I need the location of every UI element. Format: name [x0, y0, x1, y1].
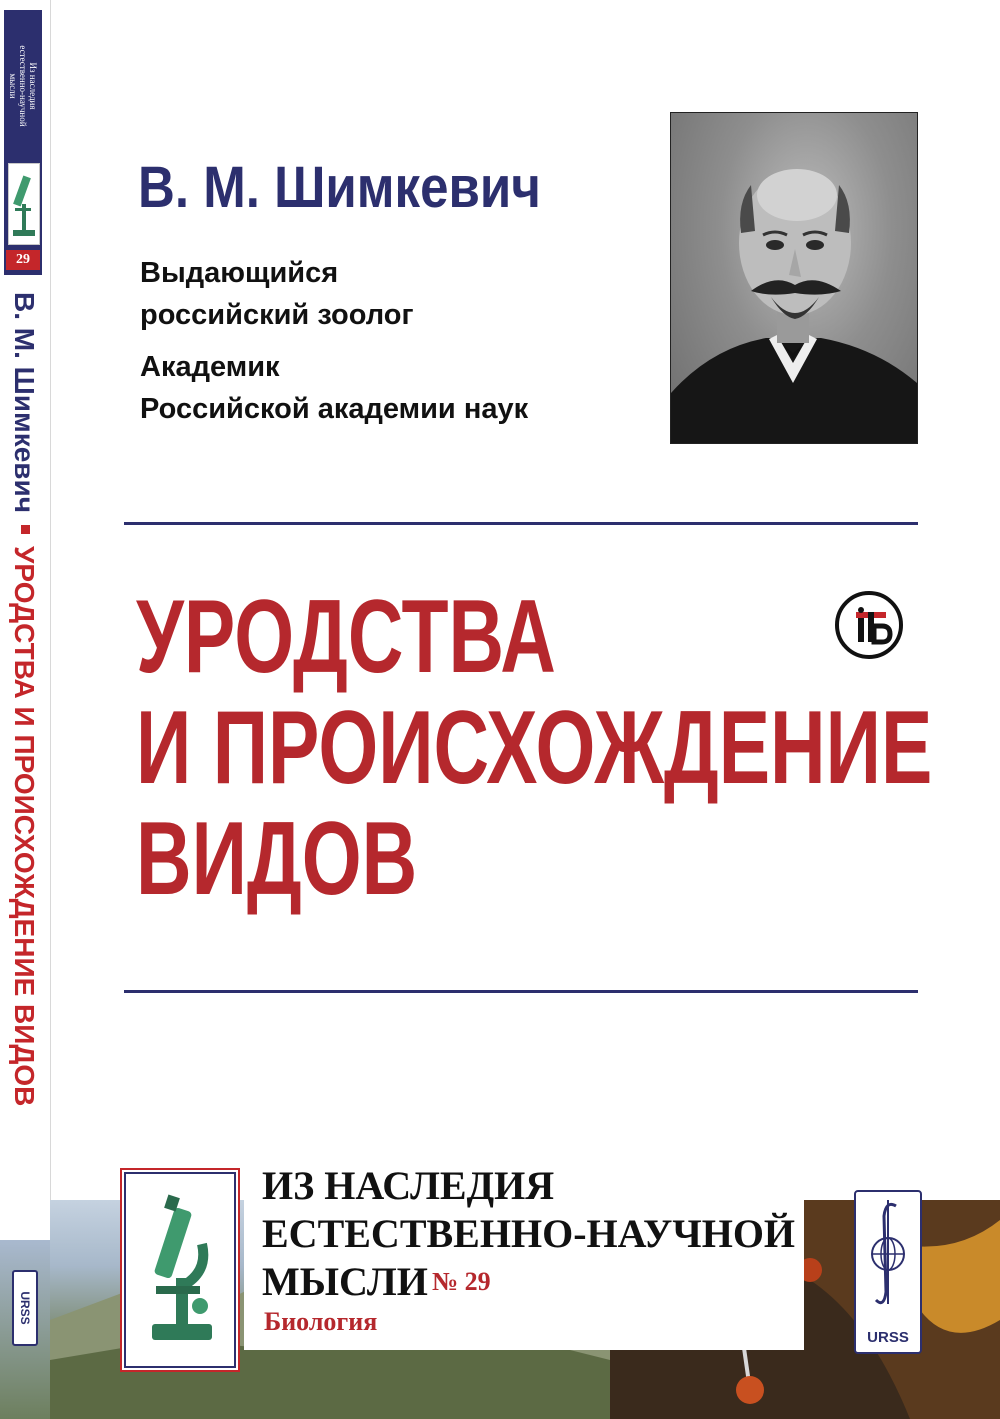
series-title-line-3: МЫСЛИ — [262, 1259, 428, 1304]
spine-publisher-name: URSS — [18, 1291, 32, 1325]
series-number: № 29 — [432, 1267, 491, 1296]
spine-text — [8, 292, 40, 1106]
divider-top — [124, 522, 918, 525]
ib-logo-icon — [834, 590, 904, 660]
author-name: В. М. Шимкевич — [138, 155, 541, 220]
series-title-line-1: ИЗ НАСЛЕДИЯ — [262, 1163, 555, 1208]
portrait-icon — [671, 113, 917, 443]
author-description-1 — [140, 252, 414, 336]
book-title — [136, 579, 933, 917]
author-description-1-line-2: российский зоолог — [140, 299, 414, 331]
urss-publisher-logo — [854, 1190, 922, 1354]
spine-series-line-2: естественно-научной — [18, 45, 28, 127]
spine-series-label — [4, 16, 42, 156]
author-description-1-line-1: Выдающийся — [140, 257, 339, 289]
author-portrait — [670, 112, 918, 444]
microscope-icon — [124, 1172, 236, 1368]
divider-bottom — [124, 990, 918, 993]
book-title-line-2: И ПРОИСХОЖДЕНИЕ — [136, 690, 933, 806]
series-title-line-2: ЕСТЕСТВЕННО-НАУЧНОЙ — [262, 1211, 796, 1256]
globe-integral-icon — [856, 1192, 920, 1312]
spine-title: УРОДСТВА И ПРОИСХОЖДЕНИЕ ВИДОВ — [9, 546, 40, 1107]
series-subject: Биология — [264, 1307, 378, 1336]
author-description-2-line-1: Академик — [140, 351, 280, 383]
book-title-line-3: ВИДОВ — [136, 801, 418, 917]
spine-series-line-1: Из наследия — [28, 62, 38, 110]
series-title — [262, 1162, 795, 1306]
spine-series-line-3: мысли — [8, 73, 18, 99]
publisher-name: URSS — [867, 1329, 909, 1346]
spine-separator — [21, 525, 30, 534]
spine-author: В. М. Шимкевич — [9, 292, 40, 513]
spine-microscope-icon — [8, 163, 40, 245]
author-description-2 — [140, 346, 528, 430]
spine-publisher-logo — [12, 1270, 38, 1346]
book-title-line-1: УРОДСТВА — [136, 579, 556, 695]
author-description-2-line-2: Российской академии наук — [140, 393, 529, 425]
spine-volume-number: 29 — [6, 250, 40, 270]
book-spine — [0, 0, 51, 1419]
